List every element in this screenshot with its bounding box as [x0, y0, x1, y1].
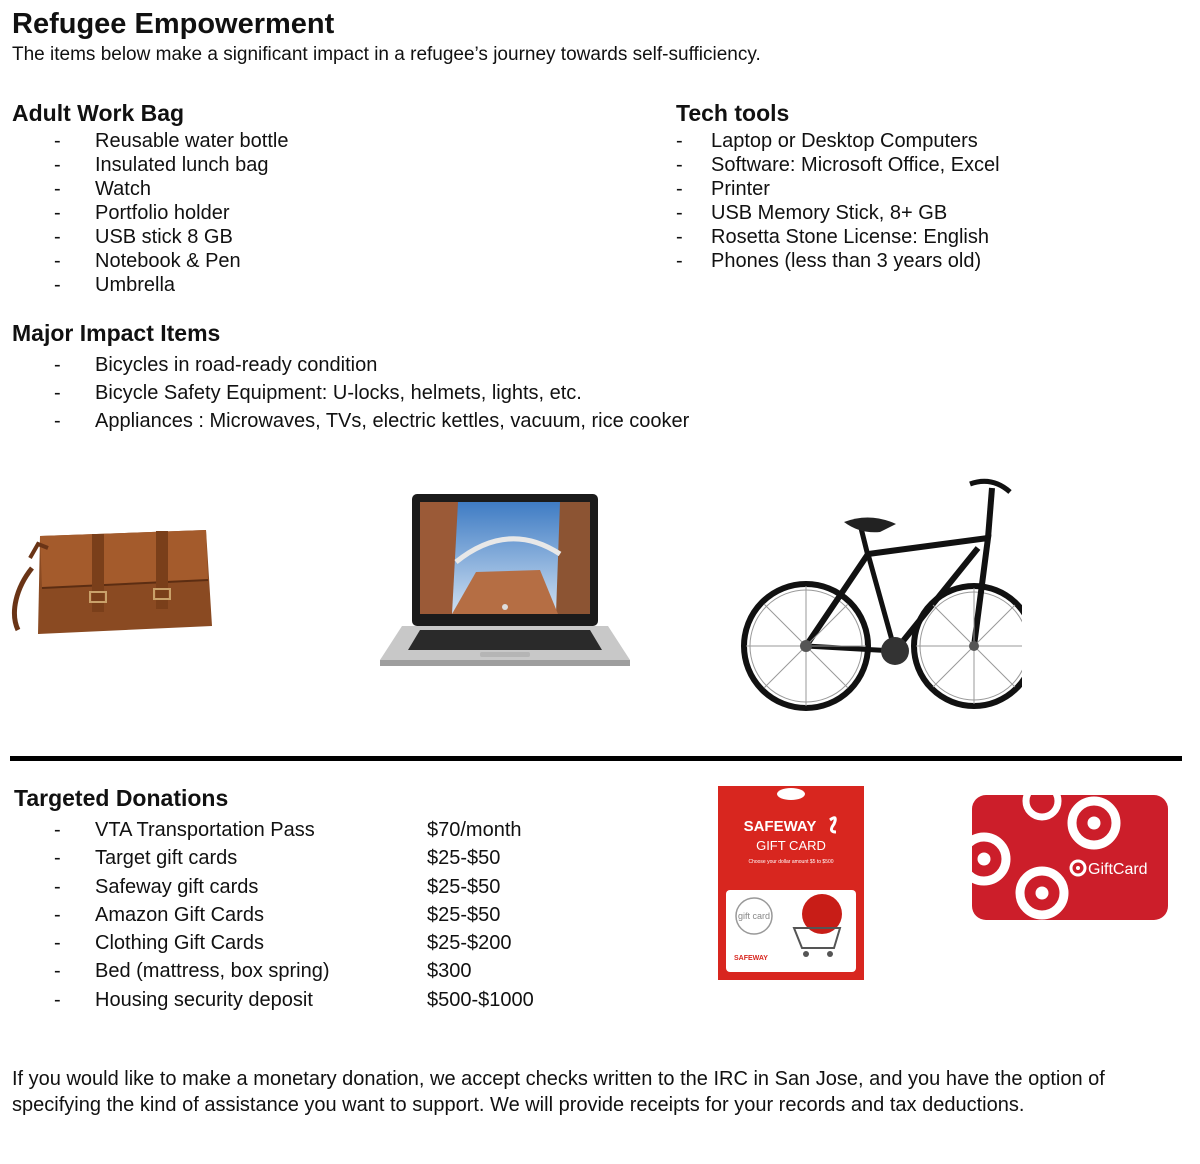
- list-item: - Bicycle Safety Equipment: U-locks, helmets, lights, etc.: [12, 379, 689, 407]
- donation-note: If you would like to make a monetary donation, we accept checks written to the IRC in San Jose, and you have the option of specifying the kind of assistance you want to support. We will provide receipts for your records and tax deductions.: [12, 1068, 1105, 1116]
- donation-price: $25-$50: [427, 875, 501, 898]
- donations-list: [12, 816, 652, 1014]
- list-item: - Insulated lunch bag: [12, 153, 288, 177]
- list-item: - Bicycles in road-ready condition: [12, 351, 689, 379]
- intro-text: The items below make a significant impact in a refugee’s journey towards self-sufficiency.: [12, 44, 761, 65]
- donation-row: [12, 957, 652, 985]
- list-item: - USB Memory Stick, 8+ GB: [676, 201, 1000, 225]
- donation-row: [12, 986, 652, 1014]
- safeway-brand: SAFEWAY: [743, 818, 817, 835]
- donation-row: [12, 873, 652, 901]
- target-gift-card-image: [972, 795, 1168, 920]
- donation-label: Safeway gift cards: [95, 875, 259, 898]
- donation-label: Amazon Gift Cards: [95, 903, 264, 926]
- safeway-stamp: gift card: [737, 911, 771, 921]
- donation-label: Target gift cards: [95, 847, 238, 870]
- donation-price: $25-$200: [427, 932, 512, 955]
- donation-price: $70/month: [427, 819, 522, 841]
- safeway-logo: SAFEWAY: [734, 955, 768, 962]
- section-divider: [10, 756, 1182, 761]
- donation-row: [12, 816, 652, 844]
- tech-heading: Tech tools: [676, 100, 790, 126]
- list-item: - Phones (less than 3 years old): [676, 249, 1000, 273]
- list-item: - Portfolio holder: [12, 201, 288, 225]
- work-bag-image: [10, 508, 214, 638]
- safeway-gift-card-image: [718, 786, 864, 980]
- tech-list: [676, 129, 1000, 273]
- list-item: - Umbrella: [12, 273, 288, 297]
- impact-heading: Major Impact Items: [12, 320, 221, 346]
- bicycle-image: [740, 466, 1022, 720]
- list-item: - Appliances : Microwaves, TVs, electric kettles, vacuum, rice cooker: [12, 407, 689, 435]
- list-item: - Rosetta Stone License: English: [676, 225, 1000, 249]
- donation-price: $25-$50: [427, 903, 501, 926]
- laptop-image: [380, 492, 630, 668]
- list-item: - Printer: [676, 177, 1000, 201]
- donation-label: VTA Transportation Pass: [95, 819, 315, 841]
- target-card-label: GiftCard: [1088, 861, 1148, 878]
- donation-price: $500-$1000: [427, 988, 534, 1011]
- list-item: - Watch: [12, 177, 288, 201]
- work-bag-list: [12, 129, 288, 297]
- donation-label: Clothing Gift Cards: [95, 932, 264, 955]
- donations-heading: Targeted Donations: [14, 785, 229, 811]
- list-item: - Notebook & Pen: [12, 249, 288, 273]
- safeway-fine-print: Choose your dollar amount $5 to $500: [748, 859, 834, 865]
- donation-row: [12, 929, 652, 957]
- donation-label: Housing security deposit: [95, 988, 313, 1011]
- donation-price: $300: [427, 960, 472, 983]
- donation-row: [12, 901, 652, 929]
- list-item: - Reusable water bottle: [12, 129, 288, 153]
- impact-list: [12, 351, 689, 435]
- list-item: - Laptop or Desktop Computers: [676, 129, 1000, 153]
- list-item: - Software: Microsoft Office, Excel: [676, 153, 1000, 177]
- list-item: - USB stick 8 GB: [12, 225, 288, 249]
- donation-label: Bed (mattress, box spring): [95, 960, 330, 983]
- page-title: Refugee Empowerment: [12, 8, 335, 40]
- safeway-card-title: GIFT CARD: [756, 838, 826, 853]
- donation-row: [12, 844, 652, 872]
- donation-price: $25-$50: [427, 847, 501, 870]
- work-bag-heading: Adult Work Bag: [12, 100, 185, 126]
